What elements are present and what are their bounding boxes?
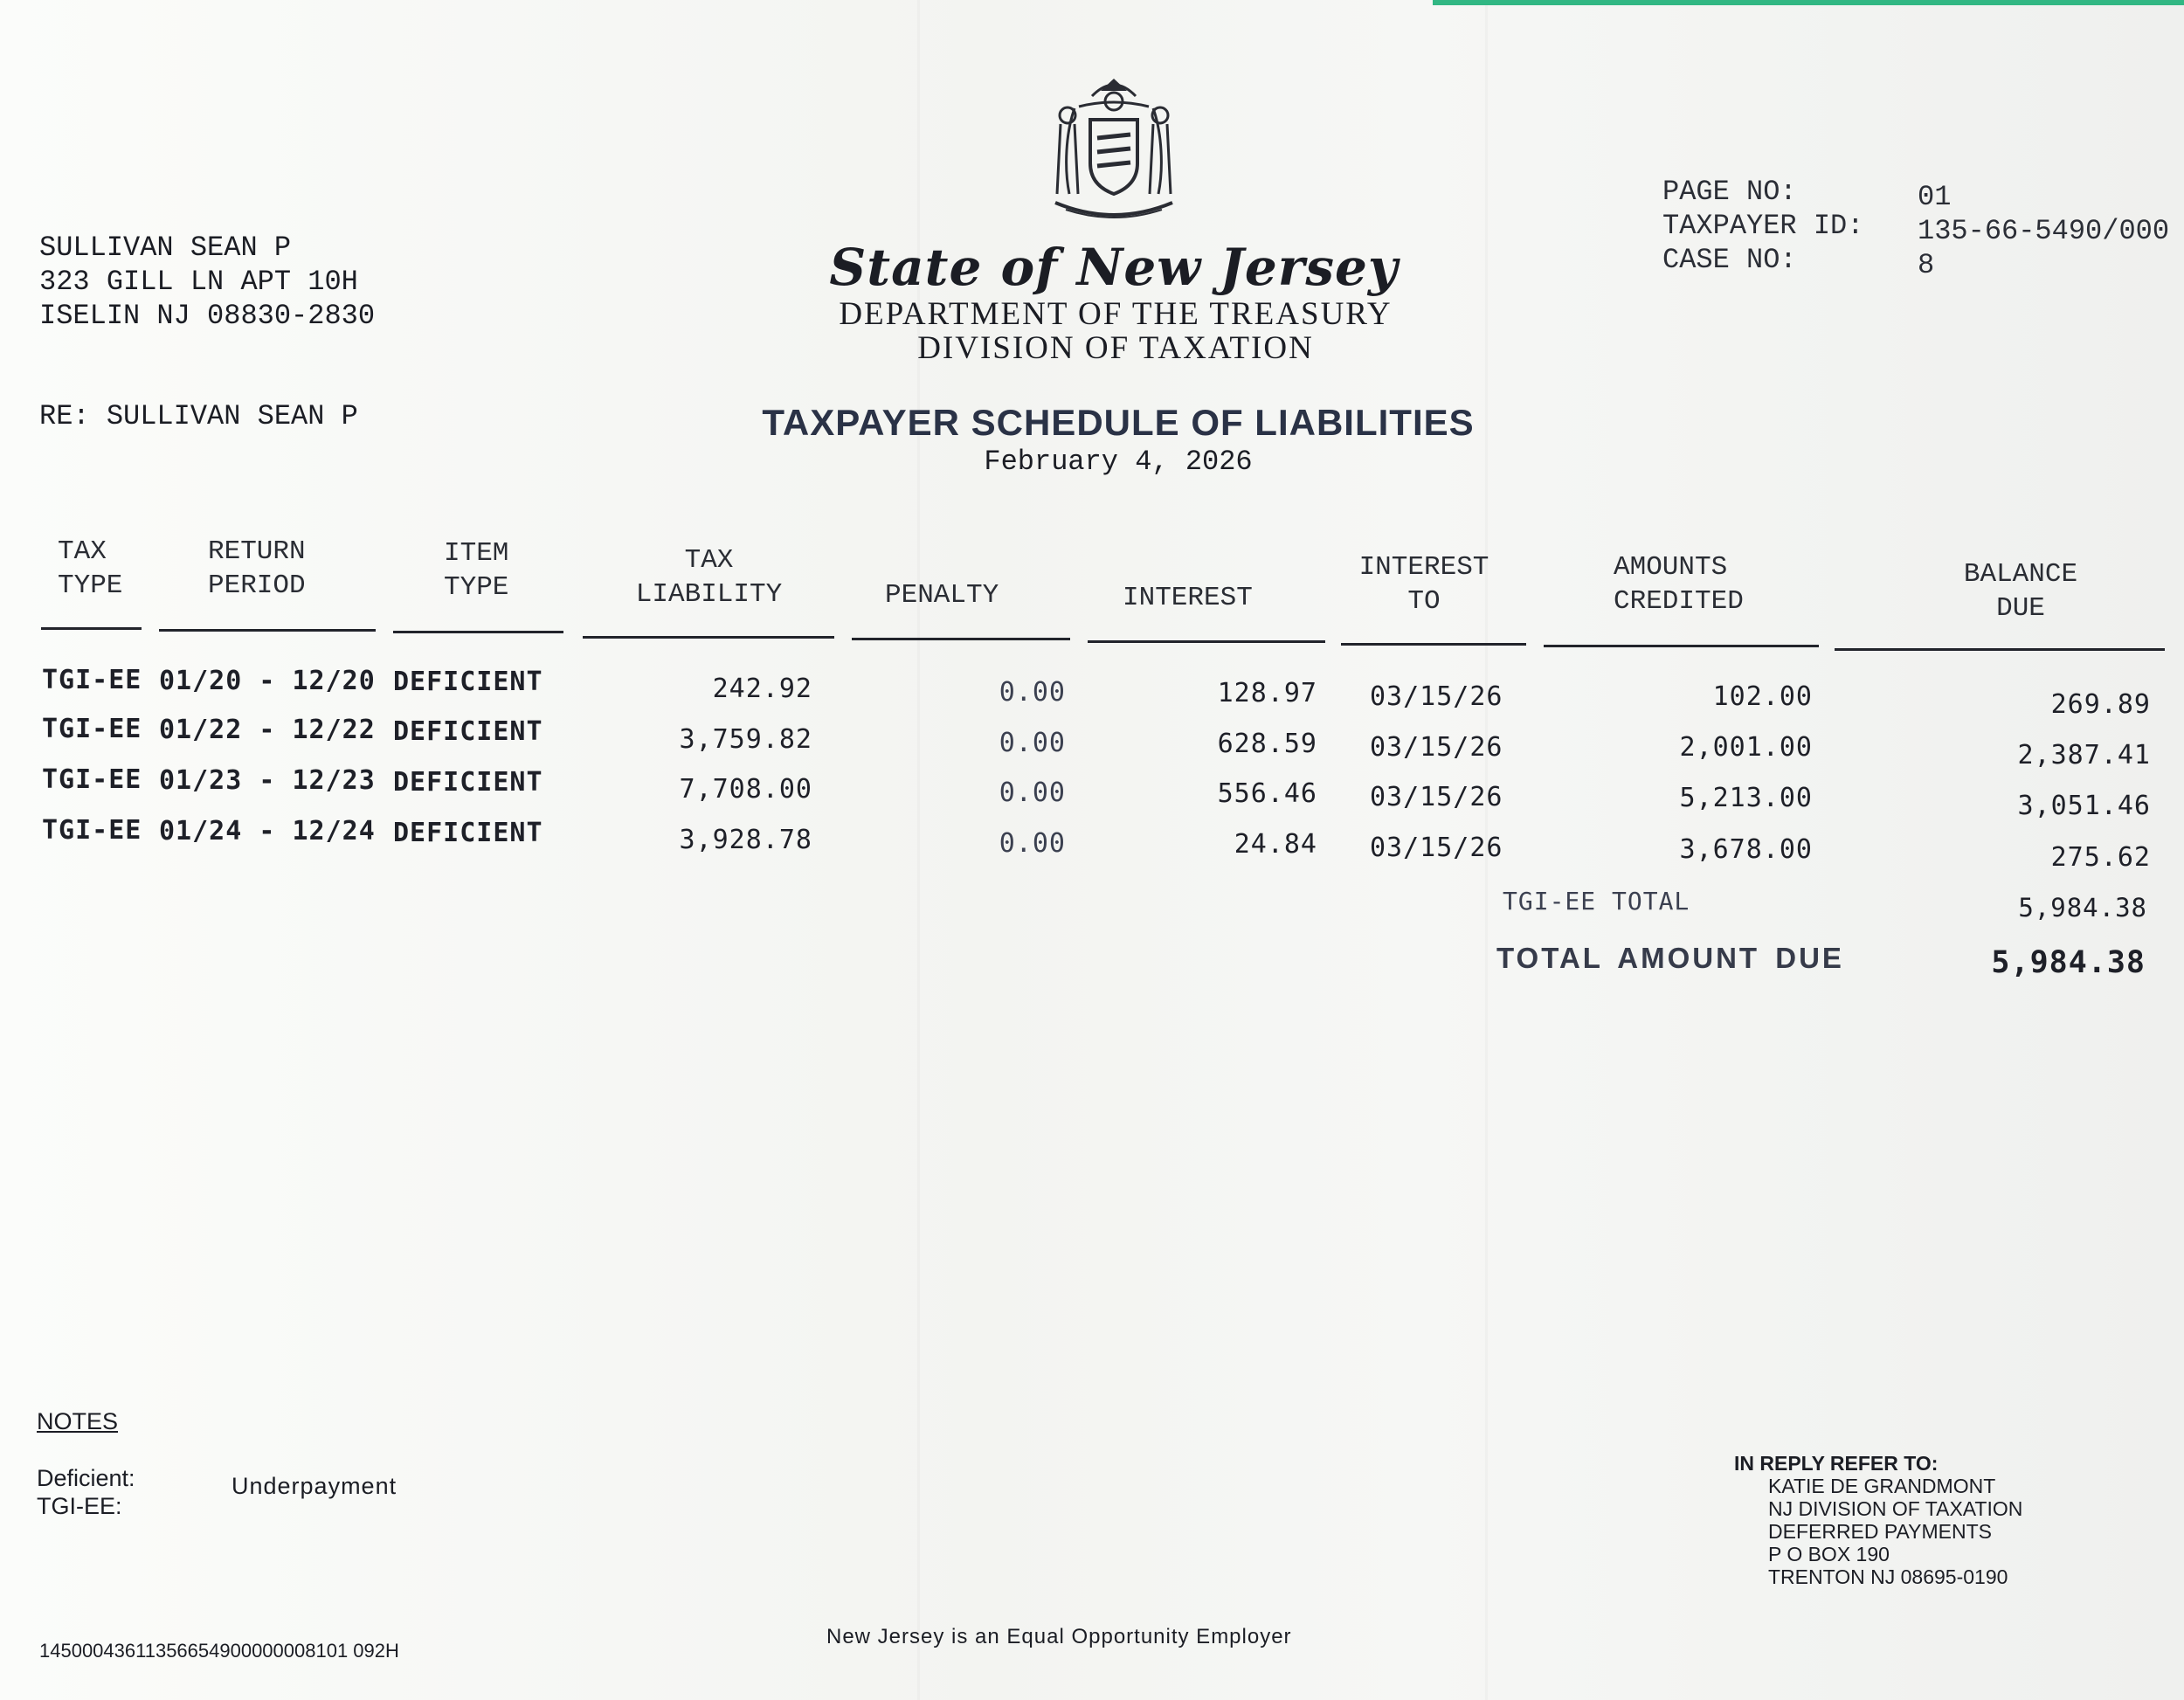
state-seal-icon	[1040, 72, 1188, 229]
document-title: TAXPAYER SCHEDULE OF LIABILITIES	[762, 402, 1475, 443]
total-amount-due-value: 5,984.38	[1991, 945, 2146, 980]
col-header-penalty: PENALTY	[885, 580, 999, 611]
subtotal-label: TGI-EE TOTAL	[1503, 887, 1690, 916]
division-name: DIVISION OF TAXATION	[917, 330, 1314, 366]
header-rule	[1341, 643, 1526, 646]
header-rule	[1088, 640, 1325, 643]
col-header-amounts-credited: AMOUNTS CREDITED	[1614, 552, 1744, 617]
page-no-value: 01	[1918, 181, 1952, 213]
header-rule	[41, 627, 142, 630]
subtotal-value: 5,984.38	[2018, 893, 2147, 923]
header-rule	[393, 631, 563, 633]
notes-title: NOTES	[37, 1408, 119, 1434]
page-meta-values	[1918, 180, 2169, 282]
col-header-item-type: ITEM TYPE	[444, 538, 509, 603]
state-name: State of New Jersey	[829, 238, 1399, 297]
page-meta-labels	[1662, 175, 1863, 277]
notes-term-deficient: Deficient:	[37, 1465, 135, 1491]
page-no-label: PAGE NO:	[1662, 176, 1797, 208]
col-header-interest-to: INTEREST TO	[1358, 552, 1489, 617]
recipient-street: 323 GILL LN APT 10H	[39, 266, 358, 298]
case-no-value: 8	[1918, 249, 1935, 281]
total-amount-due-label: TOTAL AMOUNT DUE	[1496, 942, 1844, 974]
reply-heading: IN REPLY REFER TO:	[1734, 1452, 1939, 1475]
green-folder-edge	[1433, 0, 2184, 5]
department-name: DEPARTMENT OF THE TREASURY	[839, 296, 1393, 332]
header-rule	[1835, 648, 2165, 651]
notes-definition: Underpayment	[232, 1473, 397, 1499]
re-line: RE: SULLIVAN SEAN P	[39, 400, 358, 432]
col-header-tax-type: TAX TYPE	[58, 536, 123, 601]
notes-term-tgi-ee: TGI-EE:	[37, 1493, 122, 1519]
col-header-return-period: RETURN PERIOD	[208, 536, 306, 601]
taxpayer-id-value: 135-66-5490/000	[1918, 215, 2170, 247]
header-rule	[1544, 645, 1819, 647]
reply-address: KATIE DE GRANDMONT NJ DIVISION OF TAXATION DEFERRED PAYMENTS P O BOX 190 TRENTON NJ 08695-0190	[1768, 1475, 2023, 1588]
recipient-city: ISELIN NJ 08830-2830	[39, 300, 376, 332]
header-rule	[583, 636, 834, 639]
header-rule	[159, 629, 376, 632]
header-rule	[852, 638, 1070, 640]
recipient-address	[39, 231, 375, 333]
notes-terms	[37, 1464, 135, 1520]
recipient-name: SULLIVAN SEAN P	[39, 232, 292, 264]
equal-opportunity-statement: New Jersey is an Equal Opportunity Employer	[826, 1625, 1292, 1648]
col-header-interest: INTEREST	[1123, 583, 1253, 613]
col-header-tax-liability: TAX LIABILITY	[635, 545, 783, 610]
case-no-label: CASE NO:	[1662, 244, 1797, 276]
document-date: February 4, 2026	[984, 446, 1253, 478]
taxpayer-id-label: TAXPAYER ID:	[1662, 210, 1864, 242]
col-header-balance-due: BALANCE DUE	[1963, 559, 2078, 624]
barcode-number: 14500043611356654900000008101 092H	[39, 1640, 399, 1662]
